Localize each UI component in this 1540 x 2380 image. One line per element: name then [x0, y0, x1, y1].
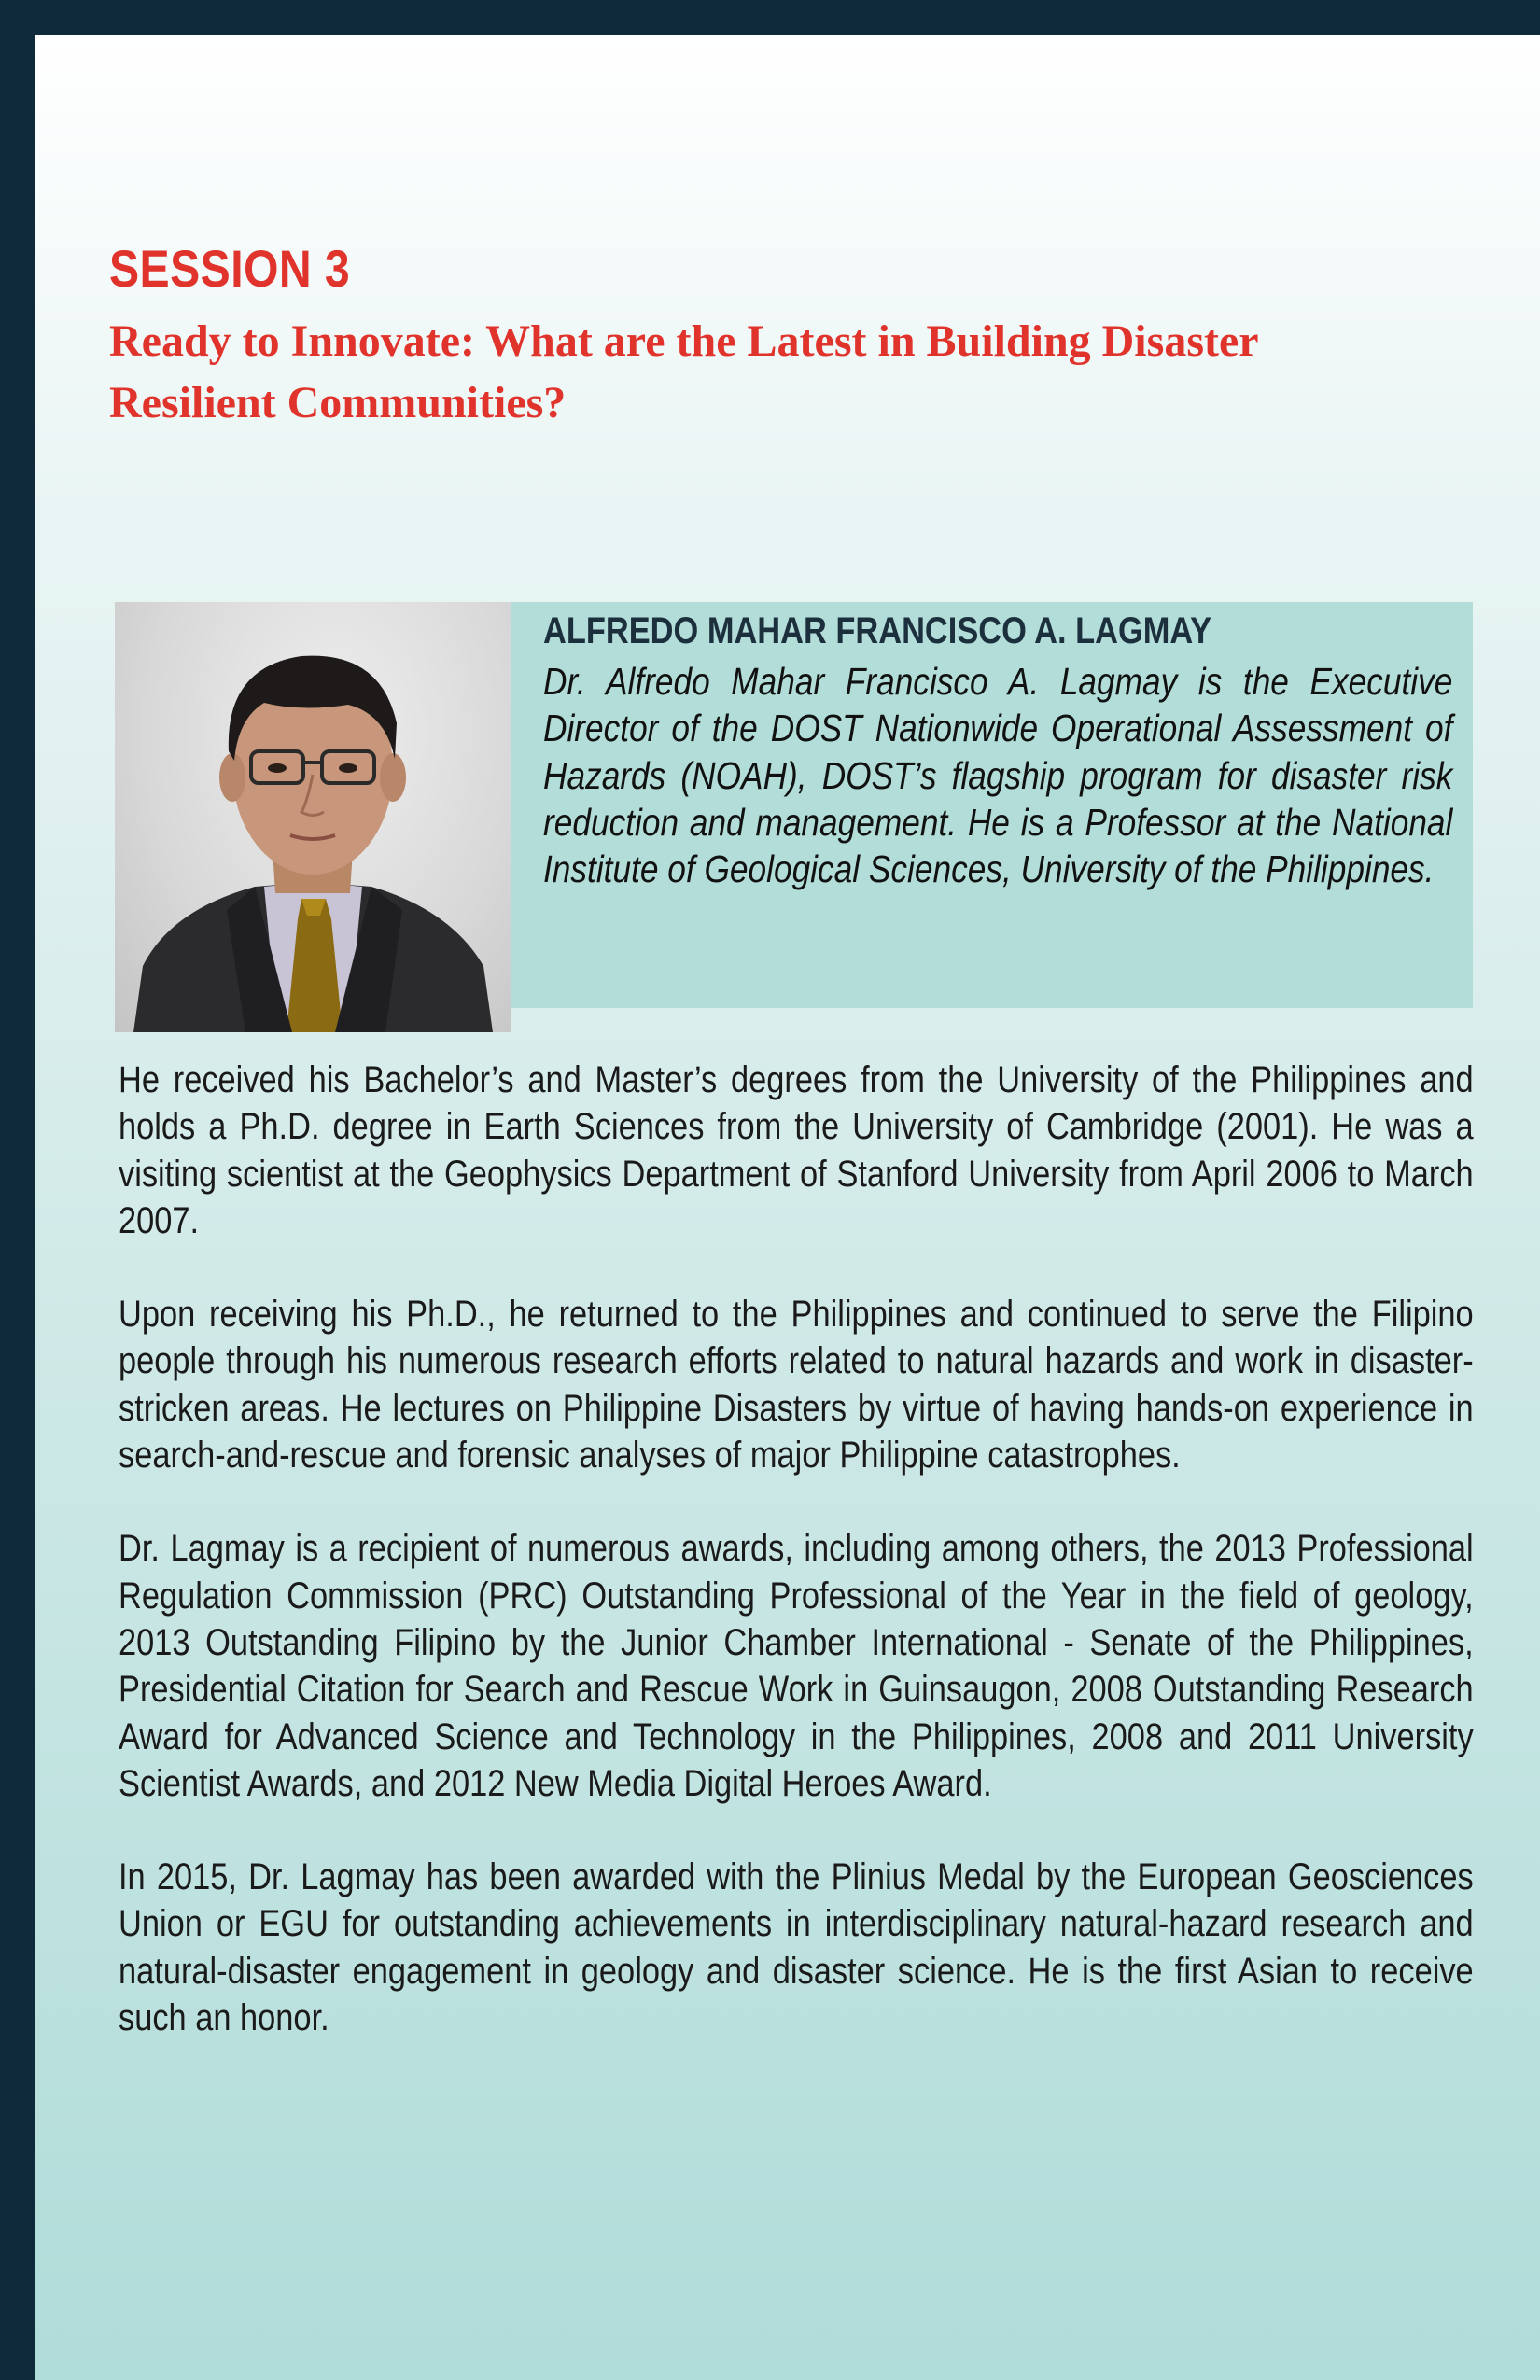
speaker-bio: [119, 1057, 1474, 2088]
session-title: Ready to Innovate: What are the Latest in Building Disaster Resilient Communities?: [109, 316, 1258, 427]
speaker-photo: [115, 602, 511, 1032]
portrait-image: [115, 602, 511, 1032]
document-page: [35, 35, 1540, 2380]
bio-paragraph: Dr. Lagmay is a recipient of numerous awards, including among others, the 2013 Professional Regulation Commission (PRC) Outstanding Professional of the Year in the field of geology, 2013 Outstanding Filipino by the Junior Chamber International - Senate of the Philippines, Presidential Citation for Search and Rescue Work in Guinsaugon, 2008 Outstanding Research Award for Advanced Science and Technology in the Philippines, 2008 and 2011 University Scientist Awards, and 2012 New Media Digital Heroes Award.: [119, 1528, 1474, 1804]
session-label: SESSION 3: [109, 239, 351, 298]
bio-paragraph: Upon receiving his Ph.D., he returned to the Philippines and continued to serve the Filipino people through his numerous research efforts related to natural hazards and work in disaster-stricken areas. He lectures on Philippine Disasters by virtue of having hands-on experience in search-and-rescue and forensic analyses of major Philippine catastrophes.: [119, 1294, 1474, 1477]
bio-paragraph: In 2015, Dr. Lagmay has been awarded with the Plinius Medal by the European Geosciences Union or EGU for outstanding achievements in interdisciplinary natural-hazard research and natural-disaster engagement in geology and disaster science. He is the first Asian to receive such an honor.: [119, 1856, 1474, 2039]
speaker-name: ALFREDO MAHAR FRANCISCO A. LAGMAY: [543, 610, 1212, 651]
speaker-intro: Dr. Alfredo Mahar Francisco A. Lagmay is the Executive Director of the DOST Nationwide Operational Assessment of Hazards (NOAH), DOST’s flagship program for disaster risk reduction and management. He is a Professor at the National Institute of Geological Sciences, University of the Philippines.: [543, 660, 1453, 891]
bio-paragraph: He received his Bachelor’s and Master’s degrees from the University of the Philippines and holds a Ph.D. degree in Earth Sciences from the University of Cambridge (2001). He was a visiting scientist at the Geophysics Department of Stanford University from April 2006 to March 2007.: [119, 1059, 1474, 1241]
